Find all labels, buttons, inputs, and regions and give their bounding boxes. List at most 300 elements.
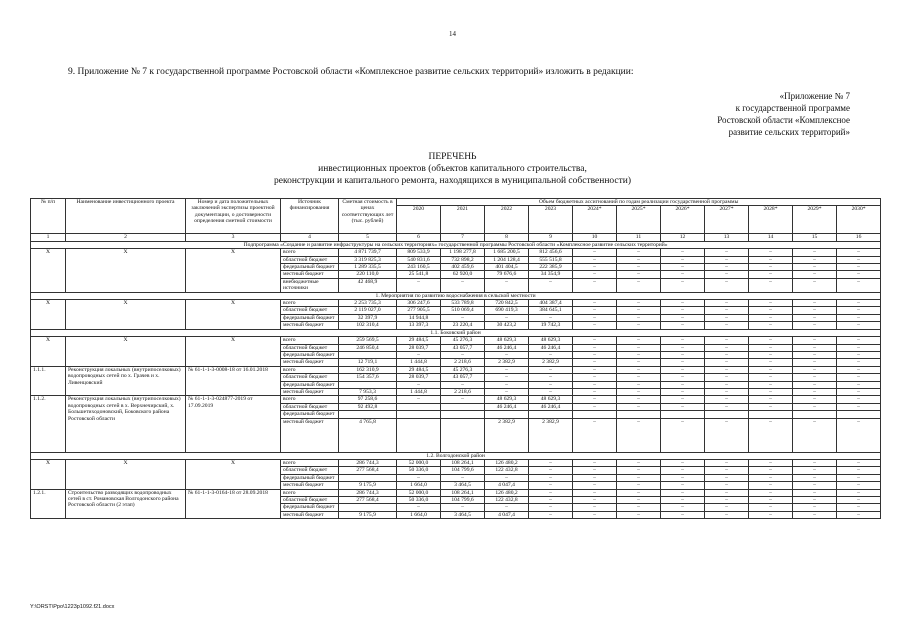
column-index-cell: 4 <box>281 234 339 241</box>
year-value: – <box>705 271 749 278</box>
year-value: 28 039,7 <box>397 374 441 381</box>
year-value: – <box>793 264 837 271</box>
header-year: 2024* <box>573 206 617 234</box>
year-value: – <box>705 249 749 256</box>
funding-source: местный бюджет <box>281 388 339 395</box>
year-value: – <box>705 264 749 271</box>
project-expertise: Х <box>186 459 281 489</box>
year-value: – <box>749 314 793 321</box>
year-value: 555 515,8 <box>529 256 573 263</box>
table-row <box>31 489 881 496</box>
year-value: – <box>705 337 749 344</box>
header-year: 2026* <box>661 206 705 234</box>
year-value: – <box>661 489 705 496</box>
cost-cell: 2 119 027,0 <box>339 307 397 314</box>
year-value: – <box>573 374 617 381</box>
year-value: 122 432,8 <box>485 497 529 504</box>
year-value: – <box>837 264 881 271</box>
table-row <box>31 366 881 373</box>
year-value: – <box>617 497 661 504</box>
year-value: – <box>837 396 881 403</box>
funding-source: областной бюджет <box>281 497 339 504</box>
column-index-cell: 9 <box>529 234 573 241</box>
year-value: – <box>573 322 617 329</box>
year-value: – <box>837 388 881 395</box>
year-value: – <box>749 418 793 452</box>
cost-cell: 4 765,8 <box>339 418 397 452</box>
year-value: 720 842,5 <box>485 300 529 307</box>
year-value: – <box>749 381 793 388</box>
column-index-cell: 16 <box>837 234 881 241</box>
year-value: – <box>749 497 793 504</box>
year-value: – <box>661 396 705 403</box>
footer-path: Y:\ORST\Ppo\1223p1092.f21.docx <box>30 604 115 610</box>
year-value: – <box>705 511 749 518</box>
project-expertise: № 61-1-1-3-0008-18 от 16.01.2018 <box>186 366 281 396</box>
heading-title: ПЕРЕЧЕНЬ <box>428 152 477 162</box>
year-value: – <box>529 278 573 292</box>
funding-source: внебюджетные источники <box>281 278 339 292</box>
project-name: Х <box>66 249 186 292</box>
cost-cell: 259 569,5 <box>339 337 397 344</box>
year-value: – <box>661 300 705 307</box>
year-value: – <box>661 374 705 381</box>
year-value: – <box>705 256 749 263</box>
year-value: – <box>705 359 749 366</box>
project-expertise: Х <box>186 300 281 330</box>
year-value: – <box>749 271 793 278</box>
header-year: 2030* <box>837 206 881 234</box>
year-value: – <box>749 489 793 496</box>
year-value: – <box>705 388 749 395</box>
year-value: – <box>837 322 881 329</box>
year-value: – <box>441 351 485 358</box>
cost-cell: 12 719,1 <box>339 359 397 366</box>
year-value: – <box>485 366 529 373</box>
year-value: – <box>793 489 837 496</box>
year-value: – <box>617 396 661 403</box>
year-value: 2 382,9 <box>485 359 529 366</box>
year-value: – <box>749 467 793 474</box>
year-value: 46 246,4 <box>529 403 573 410</box>
project-name: Х <box>66 300 186 330</box>
cost-cell: 102 310,4 <box>339 322 397 329</box>
cost-cell <box>339 411 397 418</box>
subprogram-row <box>31 241 881 248</box>
year-value: 2 382,9 <box>485 418 529 452</box>
year-value: – <box>749 300 793 307</box>
year-value: – <box>573 467 617 474</box>
year-value: – <box>529 351 573 358</box>
cost-cell: 162 310,9 <box>339 366 397 373</box>
year-value: 306 247,6 <box>397 300 441 307</box>
cost-cell: 7 953,3 <box>339 388 397 395</box>
project-name: Х <box>66 459 186 489</box>
year-value: – <box>705 396 749 403</box>
header-year: 2027* <box>705 206 749 234</box>
year-value: – <box>573 366 617 373</box>
year-value: – <box>793 271 837 278</box>
year-value: – <box>573 497 617 504</box>
column-index-cell: 8 <box>485 234 529 241</box>
year-value: 243 160,5 <box>397 264 441 271</box>
year-value: 48 629,3 <box>485 396 529 403</box>
year-value: – <box>749 511 793 518</box>
year-value: – <box>573 359 617 366</box>
header-num: № п/п <box>31 199 66 234</box>
year-value: – <box>793 366 837 373</box>
funding-source: местный бюджет <box>281 511 339 518</box>
year-value: – <box>793 322 837 329</box>
funding-source: федеральный бюджет <box>281 504 339 511</box>
year-value: – <box>397 504 441 511</box>
header-budget: Объем бюджетных ассигнований по годам реализации государственной программы <box>397 199 881 206</box>
header-year: 2022 <box>485 206 529 234</box>
year-value: – <box>793 403 837 410</box>
year-value <box>397 411 441 418</box>
year-value: – <box>705 314 749 321</box>
year-value: – <box>661 271 705 278</box>
year-value: – <box>837 489 881 496</box>
year-value: – <box>749 459 793 466</box>
year-value: – <box>793 337 837 344</box>
project-name: Строительство разводящих водопроводных сетей в ст. Романовская Волгодонского района Ростовской области (2 этап) <box>66 489 186 519</box>
year-value: 1 664,0 <box>397 511 441 518</box>
column-index-cell: 11 <box>617 234 661 241</box>
year-value: – <box>661 511 705 518</box>
year-value: 1 685 200,5 <box>485 249 529 256</box>
projects-table <box>30 198 881 519</box>
year-value: – <box>793 482 837 489</box>
year-value: 690 419,3 <box>485 307 529 314</box>
year-value: – <box>529 489 573 496</box>
year-value: 30 423,2 <box>485 322 529 329</box>
section-row <box>31 452 881 459</box>
year-value: 2 382,9 <box>529 418 573 452</box>
year-value <box>397 403 441 410</box>
year-value: – <box>661 418 705 452</box>
year-value: – <box>617 351 661 358</box>
year-value: 126 480,2 <box>485 489 529 496</box>
funding-source: всего <box>281 489 339 496</box>
year-value: – <box>837 504 881 511</box>
year-value: 52 000,0 <box>397 459 441 466</box>
year-value: – <box>485 314 529 321</box>
cost-cell: 277 568,4 <box>339 467 397 474</box>
project-number: Х <box>31 249 66 292</box>
year-value: – <box>705 344 749 351</box>
year-value: – <box>705 418 749 452</box>
year-value: – <box>705 374 749 381</box>
year-value: 14 944,8 <box>397 314 441 321</box>
year-value: 809 533,9 <box>397 249 441 256</box>
funding-source: всего <box>281 337 339 344</box>
year-value: – <box>485 474 529 481</box>
funding-source: всего <box>281 300 339 307</box>
header-cost: Сметная стоимость в ценах соответствующих лет (тыс. рублей) <box>339 199 397 234</box>
year-value: – <box>573 256 617 263</box>
year-value: – <box>837 300 881 307</box>
year-value: – <box>705 467 749 474</box>
year-value: – <box>837 474 881 481</box>
year-value: – <box>749 351 793 358</box>
year-value: 104 799,6 <box>441 467 485 474</box>
year-value: – <box>705 307 749 314</box>
project-expertise: Х <box>186 249 281 292</box>
year-value: – <box>749 264 793 271</box>
year-value: 48 629,3 <box>485 337 529 344</box>
year-value: – <box>661 403 705 410</box>
year-value: – <box>617 482 661 489</box>
year-value: 3 464,5 <box>441 511 485 518</box>
section-title: 1.2. Волгодонской район <box>31 452 881 459</box>
cost-cell: 97 258,6 <box>339 396 397 403</box>
year-value: 79 676,6 <box>485 271 529 278</box>
year-value: – <box>661 307 705 314</box>
year-value: – <box>837 482 881 489</box>
year-value: – <box>529 388 573 395</box>
year-value: – <box>573 307 617 314</box>
year-value: – <box>793 359 837 366</box>
year-value: – <box>837 256 881 263</box>
year-value: – <box>837 366 881 373</box>
year-value: – <box>573 381 617 388</box>
index-row <box>31 234 881 241</box>
year-value: 277 905,5 <box>397 307 441 314</box>
year-value: – <box>837 351 881 358</box>
year-value: – <box>749 396 793 403</box>
year-value: – <box>793 278 837 292</box>
year-value: – <box>705 403 749 410</box>
year-value: – <box>661 264 705 271</box>
year-value: – <box>441 381 485 388</box>
year-value: – <box>529 497 573 504</box>
year-value: 404 387,4 <box>529 300 573 307</box>
year-value: – <box>749 307 793 314</box>
year-value: – <box>705 459 749 466</box>
column-index-cell: 2 <box>66 234 186 241</box>
year-value: – <box>793 344 837 351</box>
year-value: – <box>661 482 705 489</box>
table-body <box>31 234 881 519</box>
project-number: Х <box>31 337 66 367</box>
year-value: – <box>573 300 617 307</box>
year-value: – <box>749 504 793 511</box>
year-value: – <box>793 497 837 504</box>
project-number: Х <box>31 300 66 330</box>
year-value: – <box>837 403 881 410</box>
appendix-line: «Приложение № 7 <box>779 91 850 101</box>
project-number: 1.2.1. <box>31 489 66 519</box>
header-name: Наименование инвестиционного проекта <box>66 199 186 234</box>
year-value: – <box>837 271 881 278</box>
year-value: – <box>397 381 441 388</box>
year-value: – <box>749 344 793 351</box>
heading-line: реконструкции и капитального ремонта, находящихся в муниципальной собственности) <box>273 176 632 186</box>
appendix-line: к государственной программе <box>735 103 850 113</box>
cost-cell <box>339 474 397 481</box>
year-value: 13 397,3 <box>397 322 441 329</box>
year-value: – <box>705 504 749 511</box>
year-value: – <box>661 497 705 504</box>
year-value: – <box>617 504 661 511</box>
year-value: – <box>705 366 749 373</box>
year-value: – <box>617 307 661 314</box>
year-value: – <box>793 374 837 381</box>
year-value: – <box>573 474 617 481</box>
year-value: – <box>617 511 661 518</box>
appendix-line: развитие сельских территорий» <box>728 127 850 137</box>
year-value: – <box>749 337 793 344</box>
year-value: – <box>485 374 529 381</box>
year-value: 1 444,8 <box>397 388 441 395</box>
table-row <box>31 337 881 344</box>
year-value: 2 382,9 <box>529 359 573 366</box>
year-value: – <box>749 366 793 373</box>
year-value: – <box>617 403 661 410</box>
year-value: – <box>793 381 837 388</box>
year-value <box>793 411 837 418</box>
year-value: – <box>617 388 661 395</box>
year-value: – <box>749 474 793 481</box>
header-year: 2020 <box>397 206 441 234</box>
table-row <box>31 459 881 466</box>
year-value: – <box>793 418 837 452</box>
year-value: – <box>617 322 661 329</box>
year-value: 510 069,4 <box>441 307 485 314</box>
year-value: – <box>661 474 705 481</box>
year-value <box>529 411 573 418</box>
year-value: – <box>573 403 617 410</box>
year-value: – <box>661 359 705 366</box>
funding-source: местный бюджет <box>281 482 339 489</box>
project-expertise: Х <box>186 337 281 367</box>
header-year: 2028* <box>749 206 793 234</box>
year-value: 48 629,3 <box>529 396 573 403</box>
cost-cell: 9 175,9 <box>339 482 397 489</box>
year-value: – <box>749 249 793 256</box>
page-number: 14 <box>449 30 456 38</box>
year-value <box>837 411 881 418</box>
appendix-caption <box>690 90 850 138</box>
year-value: – <box>837 359 881 366</box>
section-row <box>31 292 881 299</box>
year-value: 48 629,3 <box>529 337 573 344</box>
year-value: – <box>529 314 573 321</box>
year-value: – <box>837 467 881 474</box>
year-value: – <box>617 467 661 474</box>
funding-source: областной бюджет <box>281 307 339 314</box>
year-value: – <box>441 396 485 403</box>
section-row <box>31 329 881 336</box>
year-value: – <box>661 504 705 511</box>
funding-source: федеральный бюджет <box>281 264 339 271</box>
year-value: – <box>485 504 529 511</box>
funding-source: всего <box>281 249 339 256</box>
year-value: – <box>397 474 441 481</box>
year-value: – <box>573 351 617 358</box>
year-value: – <box>573 271 617 278</box>
year-value: – <box>617 278 661 292</box>
year-value: – <box>573 504 617 511</box>
project-name: Реконструкция локальных (внутрипоселковых) водопроводных сетей в х. Верхнечирский, х. Большетиходоновский, Боковского района Ростовской области <box>66 396 186 452</box>
year-value: – <box>661 344 705 351</box>
funding-source: областной бюджет <box>281 256 339 263</box>
year-value: – <box>705 497 749 504</box>
year-value: 402 459,6 <box>441 264 485 271</box>
year-value: 401 404,5 <box>485 264 529 271</box>
year-value: – <box>661 459 705 466</box>
year-value: – <box>617 489 661 496</box>
cost-cell: 92 492,8 <box>339 403 397 410</box>
year-value: – <box>661 366 705 373</box>
year-value <box>749 411 793 418</box>
year-value: 533 789,8 <box>441 300 485 307</box>
year-value: 46 246,4 <box>485 403 529 410</box>
year-value: 45 276,3 <box>441 337 485 344</box>
table-row <box>31 300 881 307</box>
year-value: – <box>837 337 881 344</box>
cost-cell: 9 175,9 <box>339 511 397 518</box>
year-value: – <box>573 278 617 292</box>
project-name: Реконструкция локальных (внутрипоселковых) водопроводных сетей по х. Грачев и х. Ливенцовский <box>66 366 186 396</box>
year-value: – <box>617 344 661 351</box>
year-value: – <box>661 278 705 292</box>
year-value: – <box>793 351 837 358</box>
funding-source: областной бюджет <box>281 403 339 410</box>
year-value: – <box>573 249 617 256</box>
year-value: 25 541,8 <box>397 271 441 278</box>
year-value: 126 480,2 <box>485 459 529 466</box>
header-year: 2025* <box>617 206 661 234</box>
section-title: 1.1. Боковский район <box>31 329 881 336</box>
year-value: – <box>617 418 661 452</box>
funding-source: всего <box>281 396 339 403</box>
year-value: – <box>617 300 661 307</box>
year-value: – <box>793 467 837 474</box>
year-value: – <box>441 278 485 292</box>
year-value <box>485 411 529 418</box>
year-value <box>441 418 485 452</box>
year-value: 28 039,7 <box>397 344 441 351</box>
year-value: – <box>529 511 573 518</box>
year-value <box>397 418 441 452</box>
project-name: Х <box>66 337 186 367</box>
cost-cell: 286 744,3 <box>339 489 397 496</box>
cost-cell: 154 357,6 <box>339 374 397 381</box>
cost-cell <box>339 504 397 511</box>
column-index-cell: 14 <box>749 234 793 241</box>
cost-cell: 2 253 735,3 <box>339 300 397 307</box>
cost-cell: 286 744,3 <box>339 459 397 466</box>
year-value: – <box>485 381 529 388</box>
year-value: – <box>837 314 881 321</box>
year-value: – <box>837 511 881 518</box>
year-value: 3 464,5 <box>441 482 485 489</box>
funding-source: всего <box>281 366 339 373</box>
year-value <box>573 411 617 418</box>
year-value: 29 484,5 <box>397 366 441 373</box>
year-value: – <box>485 388 529 395</box>
year-value: – <box>837 249 881 256</box>
year-value: – <box>529 374 573 381</box>
year-value <box>441 403 485 410</box>
section-title: 1. Мероприятия по развитию водоснабжения в сельской местности <box>31 292 881 299</box>
cost-cell: 220 110,0 <box>339 271 397 278</box>
funding-source: федеральный бюджет <box>281 314 339 321</box>
funding-source: местный бюджет <box>281 418 339 452</box>
year-value: – <box>793 474 837 481</box>
